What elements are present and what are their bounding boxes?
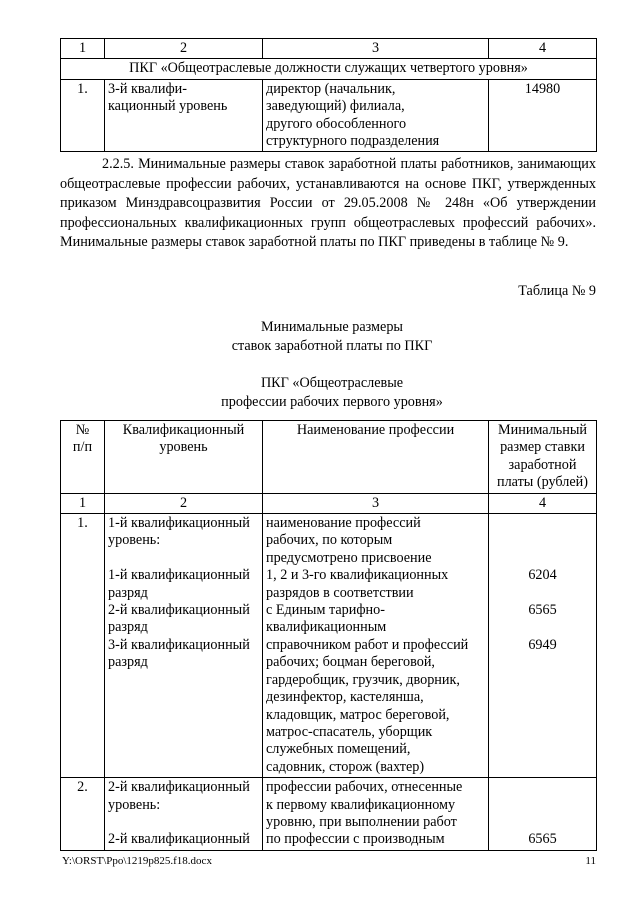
numbering-col-1: 1 — [61, 493, 105, 513]
profession-line: квалификационным — [266, 619, 387, 636]
table-row — [61, 778, 597, 851]
caption-line: профессии рабочих первого уровня» — [221, 394, 443, 411]
header-min-salary — [489, 421, 597, 494]
table-group-row — [61, 59, 597, 79]
row-number: 1. — [61, 79, 105, 152]
header-line: № — [75, 422, 90, 438]
level-line: уровень: — [108, 796, 161, 813]
level-line: кационный уровень — [108, 98, 228, 115]
profession-line: с Единым тарифно- — [266, 602, 385, 619]
salary-amounts — [489, 778, 597, 851]
caption-line: Минимальные размеры — [261, 319, 403, 335]
level-line: разряд — [108, 654, 148, 671]
header-line: платы (рублей) — [497, 474, 588, 491]
amount-line — [492, 532, 593, 549]
level-line: 3-й квалифи- — [108, 80, 187, 97]
amount-line — [492, 814, 593, 831]
profession-line: 1, 2 и 3-го квалификационных — [266, 567, 449, 584]
level-line: 1-й квалификационный — [108, 515, 250, 532]
profession-line: предусмотрено присвоение — [266, 549, 432, 566]
profession-line: наименование профессий — [266, 515, 421, 532]
table-caption — [60, 318, 604, 413]
amount-line — [492, 779, 593, 796]
profession-line: справочником работ и профессий — [266, 636, 469, 653]
table-header — [61, 421, 597, 494]
header-line: Минимальный — [498, 422, 587, 438]
amount-line: 6949 — [528, 636, 557, 653]
profession-line: разрядов в соответствии — [266, 584, 414, 601]
amount-line — [492, 619, 593, 636]
profession-name — [263, 778, 489, 851]
profession-line: рабочих; боцман береговой, — [266, 654, 435, 671]
position-name — [263, 79, 489, 152]
qualification-level — [105, 778, 263, 851]
header-col-2: 2 — [105, 39, 263, 59]
table-row — [61, 79, 597, 152]
header-col-3: 3 — [263, 39, 489, 59]
header-col-1: 1 — [61, 39, 105, 59]
level-line: разряд — [108, 619, 148, 636]
profession-line: по профессии с производным — [266, 831, 445, 848]
level-line: уровень: — [108, 532, 161, 549]
caption-line: ставок заработной платы по ПКГ — [231, 338, 433, 355]
table-number-label: Таблица № 9 — [518, 283, 596, 299]
paragraph-2-2-5: 2.2.5. Минимальные размеры ставок заработной платы работников, занимающих общеотраслевые профессии рабочих, устанавливаются на основе ПКГ, утвержденных приказом Минздравсоцразвития России от 29.05.2008 № 248н «Об утверждении профессиональных квалификационных групп общеотраслевых профессий рабочих». Минимальные размеры ставок заработной платы по ПКГ приведены в таблице № 9. — [60, 156, 596, 251]
table-pkg-fourth-level — [60, 38, 597, 152]
position-line: директор (начальник, — [266, 80, 396, 97]
level-line: 2-й квалификационный — [108, 779, 250, 796]
profession-line: садовник, сторож (вахтер) — [266, 758, 425, 775]
header-line: п/п — [72, 439, 93, 456]
footer-file-path: Y:\ORST\Ppo\1219p825.f18.docx — [62, 855, 212, 867]
profession-line: гардеробщик, грузчик, дворник, — [266, 671, 460, 688]
amount-line: 6565 — [528, 602, 557, 619]
amount-line: 6565 — [528, 831, 557, 848]
profession-line: служебных помещений, — [266, 741, 411, 758]
amount-line: 6204 — [528, 567, 557, 584]
level-line — [108, 814, 259, 831]
header-line: заработной — [508, 456, 577, 473]
level-line: 2-й квалификационный — [108, 602, 250, 619]
level-line: 1-й квалификационный — [108, 567, 250, 584]
salary-amounts — [489, 514, 597, 778]
table-row — [61, 514, 597, 778]
header-line: размер ставки — [500, 439, 585, 456]
row-number: 1. — [61, 514, 105, 778]
footer-page-number: 11 — [585, 855, 596, 867]
profession-line: к первому квалификационному — [266, 796, 456, 813]
header-level — [105, 421, 263, 494]
profession-line: дезинфектор, кастелянша, — [266, 689, 424, 706]
table-header-numbering — [61, 39, 597, 59]
qualification-level — [105, 514, 263, 778]
amount-line — [492, 515, 593, 532]
profession-line: уровню, при выполнении работ — [266, 813, 457, 830]
level-line: 2-й квалификационный — [108, 831, 250, 848]
amount-line — [492, 585, 593, 602]
numbering-col-3: 3 — [263, 493, 489, 513]
profession-line: матрос-спасатель, уборщик — [266, 723, 433, 740]
qualification-level — [105, 79, 263, 152]
header-number — [61, 421, 105, 494]
level-line: разряд — [108, 584, 148, 601]
row-number: 2. — [61, 778, 105, 851]
header-line: уровень — [159, 439, 208, 456]
position-line: структурного подразделения — [266, 133, 440, 150]
numbering-col-4: 4 — [489, 493, 597, 513]
profession-line: профессии рабочих, отнесенные — [266, 779, 463, 796]
numbering-col-2: 2 — [105, 493, 263, 513]
level-line — [108, 550, 259, 567]
table-header-numbering — [61, 493, 597, 513]
header-col-4: 4 — [489, 39, 597, 59]
table-9 — [60, 420, 597, 851]
amount-line — [492, 797, 593, 814]
profession-line: рабочих, по которым — [266, 532, 393, 549]
header-line: Квалификационный — [122, 422, 245, 438]
amount-line — [492, 550, 593, 567]
profession-name — [263, 514, 489, 778]
header-profession: Наименование профессии — [263, 421, 489, 494]
position-line: заведующий) филиала, — [266, 98, 405, 115]
group-title: ПКГ «Общеотраслевые должности служащих четвертого уровня» — [61, 59, 597, 79]
profession-line: кладовщик, матрос береговой, — [266, 706, 450, 723]
caption-line: ПКГ «Общеотраслевые — [260, 374, 404, 391]
position-line: другого обособленного — [266, 115, 407, 132]
level-line: 3-й квалификационный — [108, 636, 250, 653]
salary-amount: 14980 — [489, 79, 597, 152]
